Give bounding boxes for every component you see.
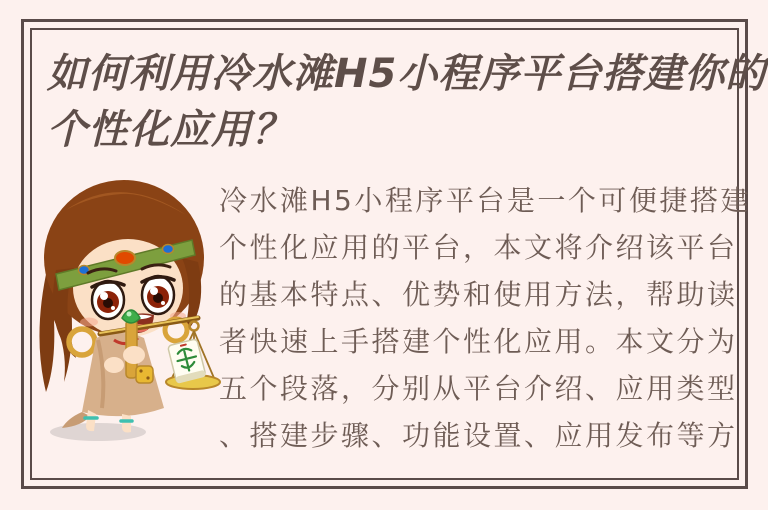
blush-left	[80, 318, 98, 327]
gold-dice	[136, 366, 153, 383]
jade-highlight	[127, 312, 132, 317]
body-line-1: 冷水滩H5小程序平台是一个可便捷搭建	[219, 184, 751, 217]
ruby-gem	[115, 251, 135, 265]
body-line-3: 的基本特点、优势和使用方法，帮助读	[219, 278, 738, 311]
eye-right	[142, 276, 174, 314]
article-body	[219, 177, 751, 459]
sapphire-gem-right	[163, 245, 174, 254]
article-title	[47, 46, 767, 158]
mascot-illustration	[26, 170, 226, 475]
article-title-line-1: 如何利用冷水滩H5小程序平台搭建你的	[47, 51, 767, 97]
body-line-5: 五个段落，分别从平台介绍、应用类型	[219, 372, 738, 405]
body-line-2: 个性化应用的平台，本文将介绍该平台	[219, 231, 738, 264]
hand-right	[123, 346, 145, 364]
body-line-6: 、搭建步骤、功能设置、应用发布等方	[219, 419, 738, 452]
earring-left	[69, 329, 95, 355]
chibi-girl-icon	[26, 170, 226, 475]
body-line-4: 者快速上手搭建个性化应用。本文分为	[219, 325, 738, 358]
hand-left	[104, 357, 124, 373]
article-title-line-2: 个性化应用？	[47, 107, 293, 153]
eye-left	[92, 281, 124, 319]
